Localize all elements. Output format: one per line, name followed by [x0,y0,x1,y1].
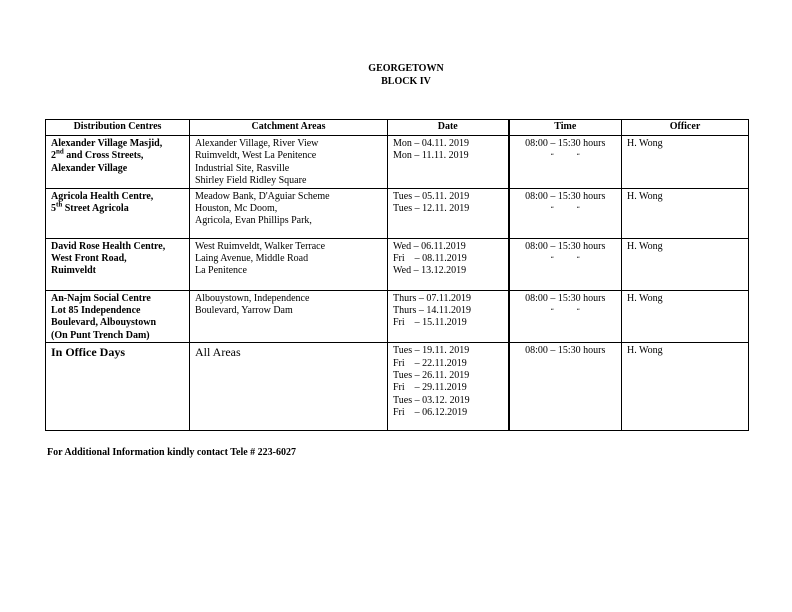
date-cell: Wed – 06.11.2019 Fri – 08.11.2019 Wed – 13.12.2019 [388,238,509,290]
catchment-areas-cell: Alexander Village, River View Ruimveldt, West La Penitence Industrial Site, Rasville Shirley Field Ridley Square [190,136,388,189]
ditto-marks: “ “ [550,152,580,161]
time-cell: 08:00 – 15:30 hours “ “ [509,136,622,189]
date-cell: Tues – 05.11. 2019 Tues – 12.11. 2019 [388,188,509,238]
page-subtitle: BLOCK IV [381,76,431,87]
time-cell: 08:00 – 15:30 hours “ “ [509,188,622,238]
officer-cell: H. Wong [622,238,749,290]
distribution-centre-cell: Alexander Village Masjid, 2nd and Cross Streets, Alexander Village [46,136,190,189]
table-row [46,188,749,238]
ditto-marks: “ “ [550,205,580,214]
officer-cell: H. Wong [622,136,749,189]
table-header-row [46,120,749,136]
column-header-officer: Officer [622,120,749,136]
contact-footer: For Additional Information kindly contact Tele # 223-6027 [47,447,297,458]
column-header-areas: Catchment Areas [190,120,388,136]
centre-line-superscript: 2nd and Cross Streets, [51,148,144,162]
date-cell: Thurs – 07.11.2019 Thurs – 14.11.2019 Fri – 15.11.2019 [388,290,509,343]
officer-cell: H. Wong [622,188,749,238]
column-header-time: Time [509,120,622,136]
page-title: GEORGETOWN [368,63,444,74]
table-row [46,343,749,431]
time-cell: 08:00 – 15:30 hours “ “ [509,290,622,343]
centre-line-superscript: 5th Street Agricola [51,200,129,215]
catchment-areas-cell: All Areas [190,343,388,431]
catchment-areas-cell: West Ruimveldt, Walker Terrace Laing Avenue, Middle Road La Penitence [190,238,388,290]
table-row [46,136,749,189]
catchment-areas-cell: Meadow Bank, D'Aguiar Scheme Houston, Mc Doom, Agricola, Evan Phillips Park, [190,188,388,238]
ditto-marks: “ “ [550,255,580,264]
ditto-marks: “ “ [550,307,580,316]
column-header-date: Date [388,120,509,136]
distribution-centre-cell: In Office Days [46,343,190,431]
table-row [46,290,749,343]
distribution-centre-cell: Agricola Health Centre, 5th Street Agricola [46,188,190,238]
officer-cell: H. Wong [622,290,749,343]
column-header-centres: Distribution Centres [46,120,190,136]
table-row [46,238,749,290]
time-cell: 08:00 – 15:30 hours “ “ [509,238,622,290]
distribution-schedule-table [45,119,749,431]
time-cell: 08:00 – 15:30 hours [509,343,622,431]
distribution-centre-cell: An-Najm Social Centre Lot 85 Independence Boulevard, Albouystown (On Punt Trench Dam) [46,290,190,343]
date-cell: Mon – 04.11. 2019 Mon – 11.11. 2019 [388,136,509,189]
catchment-areas-cell: Albouystown, Independence Boulevard, Yarrow Dam [190,290,388,343]
date-cell: Tues – 19.11. 2019 Fri – 22.11.2019 Tues – 26.11. 2019 Fri – 29.11.2019 Tues – 03.12. 2019 Fri – 06.12.2019 [388,343,509,431]
officer-cell: H. Wong [622,343,749,431]
distribution-centre-cell: David Rose Health Centre, West Front Road, Ruimveldt [46,238,190,290]
